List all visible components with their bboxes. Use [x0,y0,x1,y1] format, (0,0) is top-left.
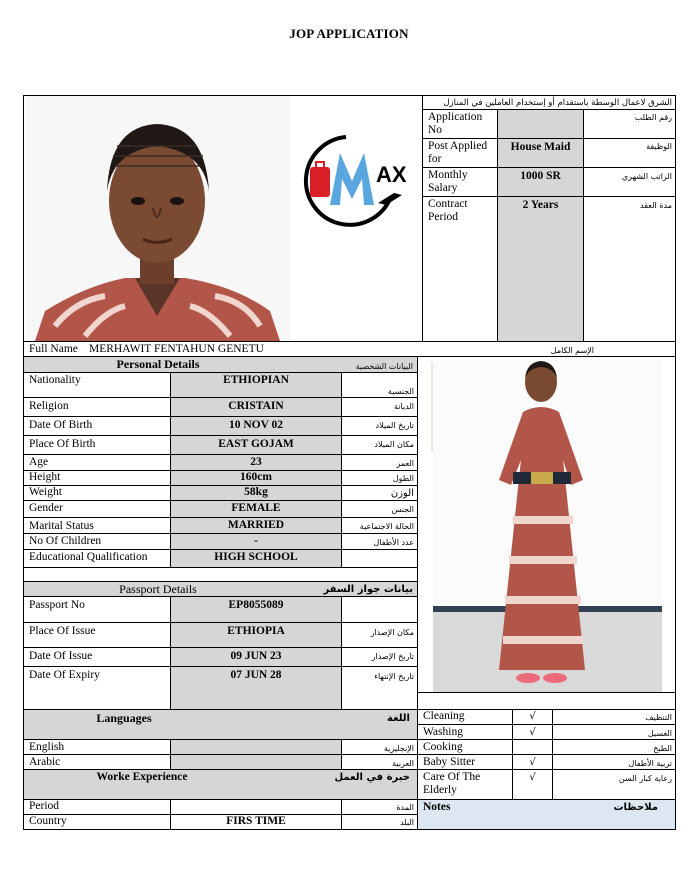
gender-label: Gender [29,502,63,514]
education-value: HIGH SCHOOL [214,551,298,563]
full-name-arabic: الإسم الكامل [550,346,594,355]
english-arabic: الإنجليزية [383,744,414,753]
date-issue-label: Date Of Issue [29,650,93,662]
languages-heading: Languages [96,711,152,725]
contract-arabic: مدة العقد [640,201,672,210]
height-label: Height [29,471,61,483]
skill-babysitter-arabic: تربية الأطفال [628,759,672,768]
skill-elderly-check: √ [529,772,536,783]
country-arabic: البلد [400,818,414,827]
passport-no-label: Passport No [29,599,85,611]
post-value: House Maid [510,141,571,153]
skill-cooking-label: Cooking [423,741,463,753]
contract-label: Contract Period [428,198,468,223]
pob-arabic: مكان الميلاد [374,440,414,449]
application-no-label: Application No [428,111,483,136]
arabic-arabic: العربية [392,759,414,768]
skill-washing-check: √ [529,727,536,738]
weight-value: 58kg [244,486,268,498]
salary-value: 1000 SR [520,170,561,182]
date-issue-value: 09 JUN 23 [230,650,282,662]
period-arabic: المدة [396,803,414,812]
personal-heading-arabic: البيانات الشخصية [355,362,413,371]
religion-value: CRISTAIN [228,400,284,412]
skill-cleaning-check: √ [529,711,536,722]
pob-value: EAST GOJAM [218,438,294,450]
period-label: Period [29,800,60,812]
notes-label: Notes [423,801,451,813]
country-label: Country [29,815,67,827]
gender-arabic: الجنس [391,505,414,514]
weight-label: Weight [29,486,62,498]
full-name-label: Full Name [29,343,78,355]
height-value: 160cm [240,471,272,483]
english-label: English [29,741,65,753]
gender-value: FEMALE [231,502,281,514]
languages-heading-arabic: اللغة [387,713,410,724]
place-issue-value: ETHIOPIA [227,625,285,637]
education-label: Educational Qualification [29,551,148,563]
children-label: No Of Children [29,535,102,547]
skill-washing-label: Washing [423,726,463,738]
skill-elderly-arabic: رعاية كبار السن [618,774,672,783]
application-no-arabic: رقم الطلب [634,113,672,122]
skill-cleaning-arabic: التنظيف [645,713,672,722]
applicant-full-body-photo [433,360,662,692]
nationality-arabic: الجنسية [387,387,414,396]
dob-label: Date Of Birth [29,419,93,431]
experience-heading-arabic: خبرة في العمل [334,772,410,783]
marital-label: Marital Status [29,520,94,532]
passport-heading: Passport Details [119,582,197,596]
weight-arabic: الوزن [390,488,414,499]
personal-heading: Personal Details [116,357,200,371]
age-label: Age [29,456,49,468]
nationality-value: ETHIOPIAN [223,374,289,386]
salary-arabic: الراتب الشهري [621,172,672,181]
age-arabic: العمر [396,459,414,468]
religion-arabic: الديانة [393,402,414,411]
height-arabic: الطول [392,474,414,483]
agency-logo [294,129,418,233]
dob-arabic: تاريخ الميلاد [375,421,414,430]
experience-heading: Worke Experience [96,771,188,783]
age-value: 23 [250,456,262,468]
arabic-label: Arabic [29,756,61,768]
nationality-label: Nationality [29,374,81,386]
skill-babysitter-label: Baby Sitter [423,756,476,768]
place-issue-label: Place Of Issue [29,625,96,637]
applicant-portrait-photo [25,96,290,341]
date-expiry-label: Date Of Expiry [29,669,100,681]
post-label: Post Applied for [428,140,488,165]
skill-cleaning-label: Cleaning [423,710,465,722]
dob-value: 10 NOV 02 [228,419,284,431]
date-expiry-value: 07 JUN 28 [230,669,282,681]
passport-no-value: EP8055089 [228,599,284,611]
marital-arabic: الحالة الاجتماعية [359,522,414,531]
religion-label: Religion [29,400,69,412]
date-issue-arabic: تاريخ الإصدار [371,652,414,661]
skill-washing-arabic: الغسيل [647,729,672,738]
passport-heading-arabic: بيانات جواز السفر [323,584,413,595]
date-expiry-arabic: تاريخ الإنتهاء [374,672,414,681]
logo-text: AX [376,162,407,187]
agency-name-arabic: الشرق لاعمال الوسطة باستقدام أو إستخدام العاملين في المنازل [443,98,672,108]
salary-label: Monthly Salary [428,169,468,194]
skill-elderly-label: Care Of The Elderly [423,771,481,796]
full-name-value: MERHAWIT FENTAHUN GENETU [89,343,264,355]
skill-babysitter-check: √ [529,757,536,768]
post-arabic: الوظيفة [646,142,672,151]
children-arabic: عدد الأطفال [373,538,414,547]
skill-cooking-arabic: الطبخ [653,744,672,753]
place-issue-arabic: مكان الإصدار [370,628,414,637]
contract-value: 2 Years [522,199,559,211]
country-value: FIRS TIME [226,815,286,827]
notes-arabic: ملاحظات [613,802,658,813]
page-title: JOP APPLICATION [289,26,409,41]
marital-value: MARRIED [227,519,285,531]
children-value: - [254,535,258,547]
pob-label: Place Of Birth [29,438,96,450]
